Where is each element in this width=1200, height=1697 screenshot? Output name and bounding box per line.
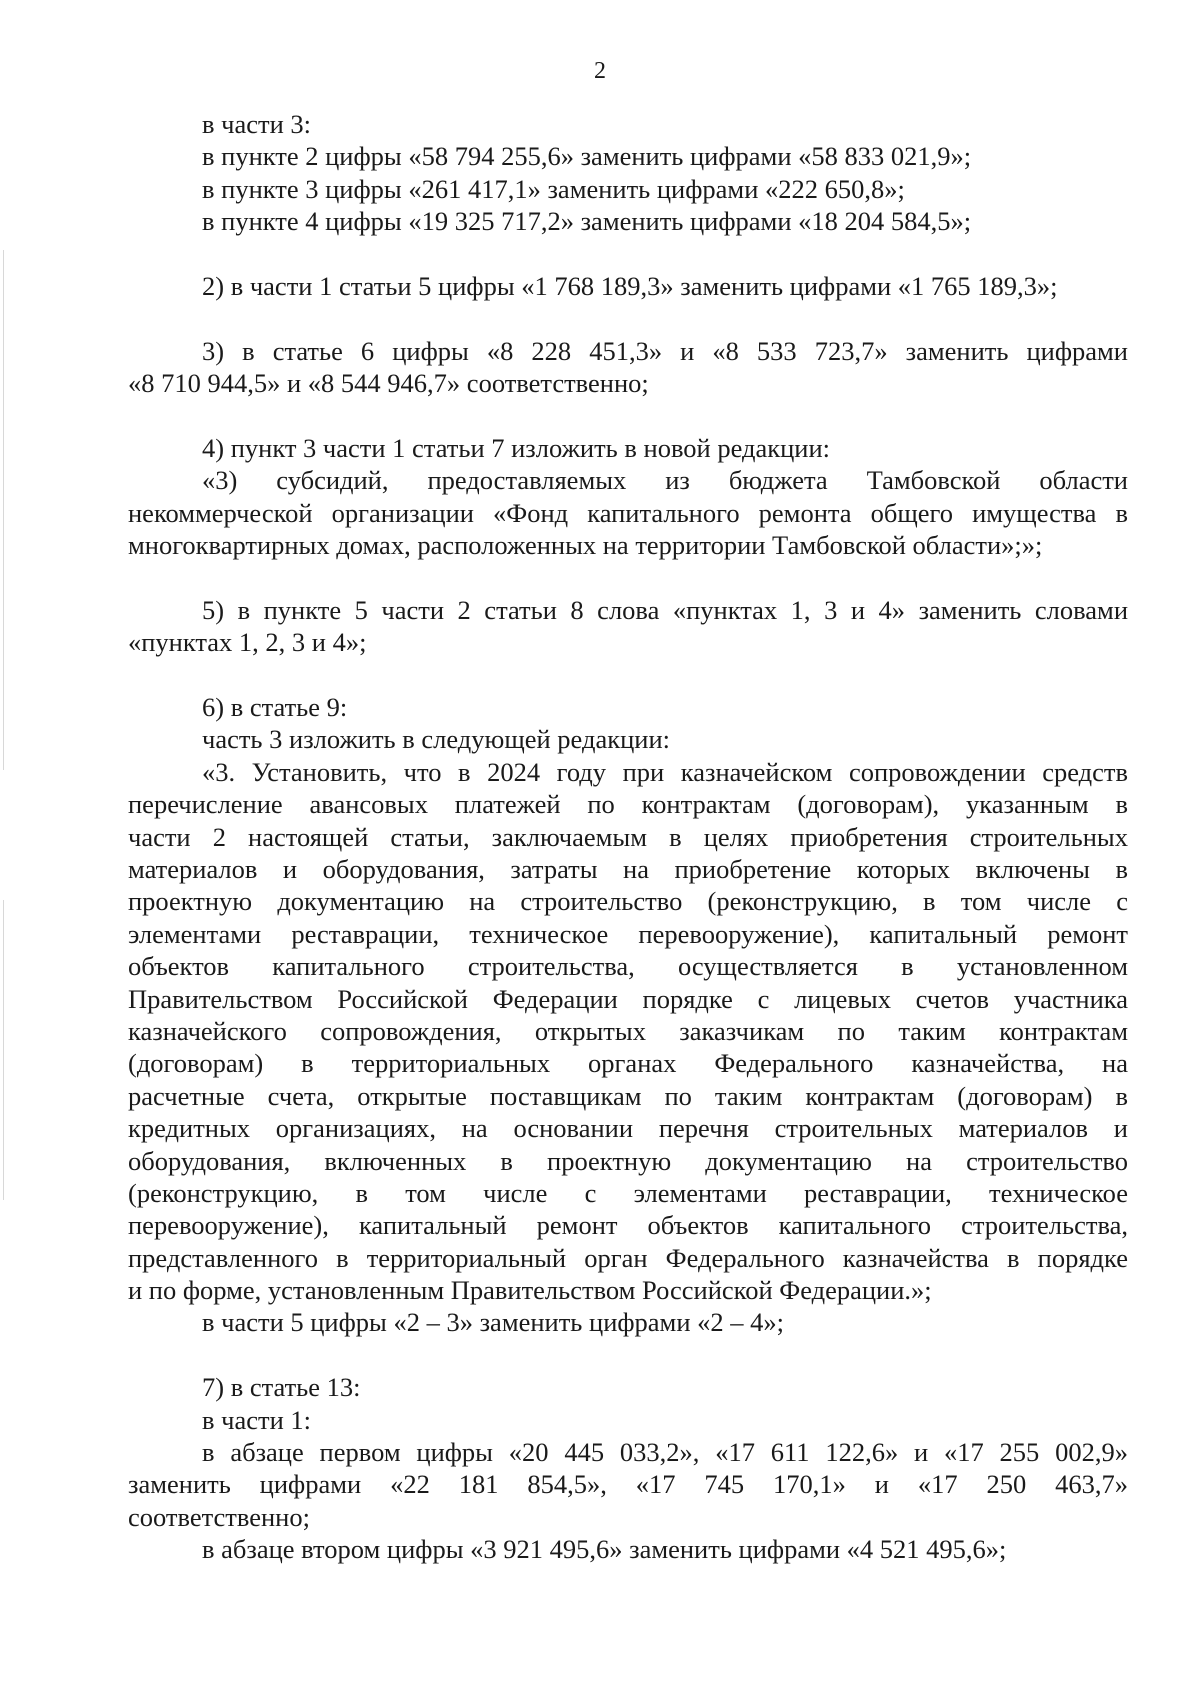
- text-line: 3) в статье 6 цифры «8 228 451,3» и «8 533 723,7» заменить цифрами: [202, 335, 1128, 366]
- text-line: 6) в статье 9:: [202, 692, 348, 723]
- text-line: заменить цифрами «22 181 854,5», «17 745 170,1» и «17 250 463,7»: [128, 1469, 1128, 1500]
- text-line: в абзаце первом цифры «20 445 033,2», «17 611 122,6» и «17 255 002,9»: [202, 1437, 1128, 1468]
- text-line: «пунктах 1, 2, 3 и 4»;: [128, 627, 367, 658]
- text-line: кредитных организациях, на основании перечня строительных материалов и: [128, 1113, 1128, 1144]
- paragraph-gap: [128, 238, 1128, 270]
- paragraph-gap: [128, 561, 1128, 593]
- text-line: «3) субсидий, предоставляемых из бюджета Тамбовской области: [202, 465, 1128, 496]
- text-line: «3. Установить, что в 2024 году при казначейском сопровождении средств: [202, 756, 1128, 787]
- text-line: «8 710 944,5» и «8 544 946,7» соответственно;: [128, 368, 649, 399]
- text-line: материалов и оборудования, затраты на приобретение которых включены в: [128, 853, 1128, 884]
- text-line: 4) пункт 3 части 1 статьи 7 изложить в новой редакции:: [202, 432, 831, 463]
- text-line: 7) в статье 13:: [202, 1372, 361, 1403]
- text-line: и по форме, установленным Правительством Российской Федерации.»;: [128, 1275, 932, 1306]
- text-line: в пункте 3 цифры «261 417,1» заменить цифрами «222 650,8»;: [202, 173, 905, 204]
- text-line: части 2 настоящей статьи, заключаемым в целях приобретения строительных: [128, 821, 1128, 852]
- paragraph-gap: [128, 400, 1128, 432]
- text-line: (договорам) в территориальных органах Федерального казначейства, на: [128, 1048, 1128, 1079]
- text-line: часть 3 изложить в следующей редакции:: [202, 724, 670, 755]
- text-line: в части 3:: [202, 109, 311, 139]
- text-line: казначейского сопровождения, открытых заказчикам по таким контрактам: [128, 1015, 1128, 1046]
- text-line: (реконструкцию, в том числе с элементами реставрации, техническое: [128, 1177, 1128, 1208]
- text-line: некоммерческой организации «Фонд капитального ремонта общего имущества в: [128, 497, 1128, 528]
- text-line: в части 1:: [202, 1404, 311, 1435]
- text-line: в пункте 4 цифры «19 325 717,2» заменить цифрами «18 204 584,5»;: [202, 206, 972, 237]
- scan-edge-mark: [3, 900, 4, 1200]
- page-number: 2: [594, 58, 606, 84]
- text-line: элементами реставрации, техническое перевооружение), капитальный ремонт: [128, 918, 1128, 949]
- text-line: многоквартирных домах, расположенных на территории Тамбовской области»;»;: [128, 530, 1043, 561]
- document-body: [128, 108, 1128, 1566]
- text-line: в части 5 цифры «2 – 3» заменить цифрами «2 – 4»;: [202, 1307, 784, 1338]
- text-line: оборудования, включенных в проектную документацию на строительство: [128, 1145, 1128, 1176]
- text-line: Правительством Российской Федерации порядке с лицевых счетов участника: [128, 983, 1128, 1014]
- text-line: представленного в территориальный орган Федерального казначейства в порядке: [128, 1242, 1128, 1273]
- paragraph-gap: [128, 659, 1128, 691]
- text-line: соответственно;: [128, 1501, 310, 1532]
- text-line: перечисление авансовых платежей по контрактам (договорам), указанным в: [128, 789, 1128, 820]
- text-line: проектную документацию на строительство (реконструкцию, в том числе с: [128, 886, 1128, 917]
- paragraph-gap: [128, 1339, 1128, 1371]
- text-line: расчетные счета, открытые поставщикам по таким контрактам (договорам) в: [128, 1080, 1128, 1111]
- scan-edge-mark: [3, 250, 4, 770]
- text-line: 5) в пункте 5 части 2 статьи 8 слова «пунктах 1, 3 и 4» заменить словами: [202, 594, 1128, 625]
- text-line: в пункте 2 цифры «58 794 255,6» заменить цифрами «58 833 021,9»;: [202, 141, 972, 172]
- text-line: перевооружение), капитальный ремонт объектов капитального строительства,: [128, 1210, 1128, 1241]
- text-line: объектов капитального строительства, осуществляется в установленном: [128, 951, 1128, 982]
- text-line: 2) в части 1 статьи 5 цифры «1 768 189,3» заменить цифрами «1 765 189,3»;: [202, 270, 1058, 301]
- text-line: в абзаце втором цифры «3 921 495,6» заменить цифрами «4 521 495,6»;: [202, 1534, 1007, 1565]
- paragraph-gap: [128, 302, 1128, 334]
